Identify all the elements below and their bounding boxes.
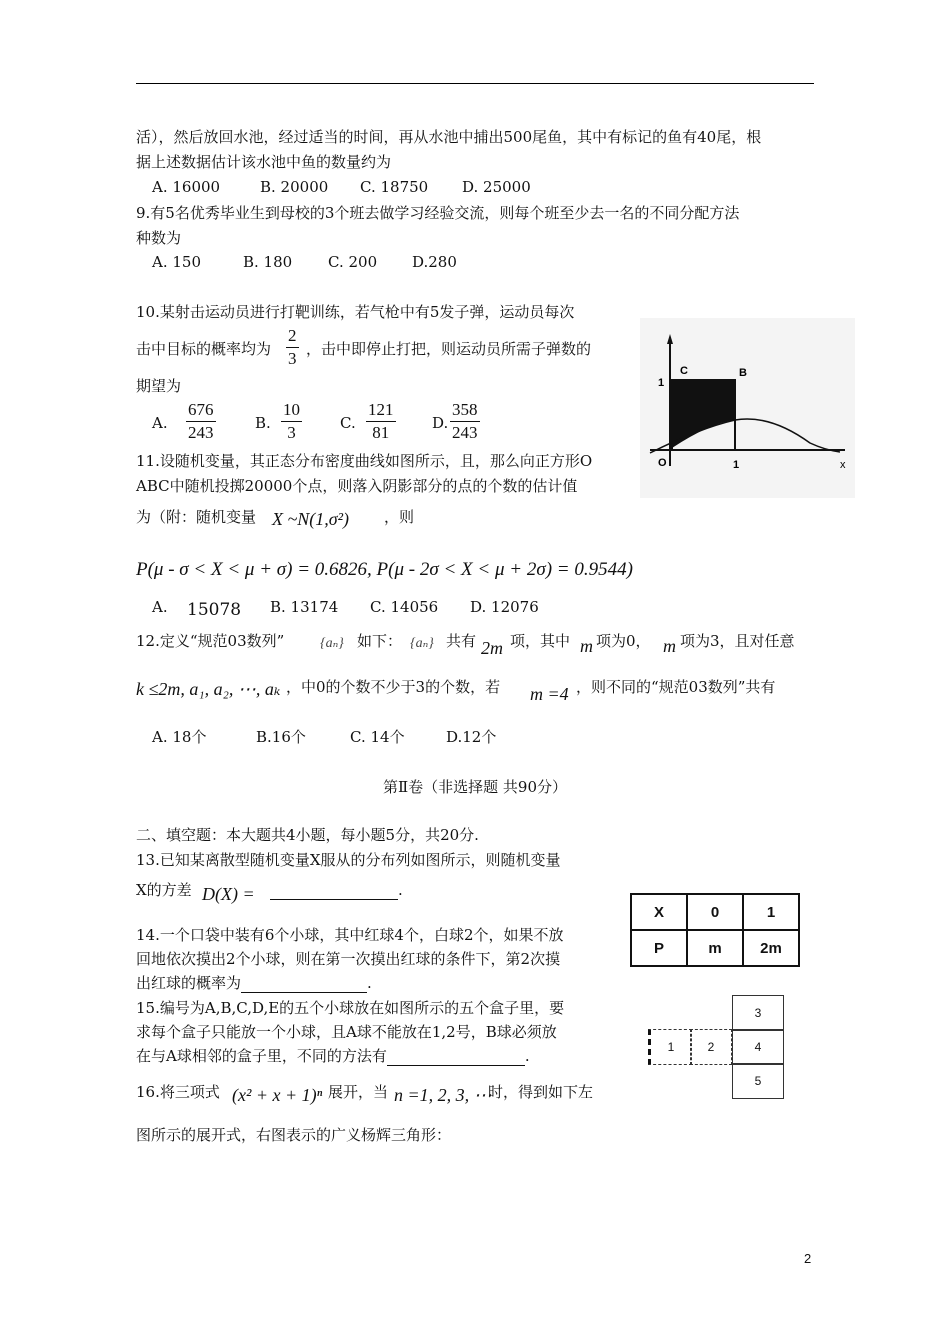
q10-option-d-num: 358 (450, 399, 480, 422)
q14-line3 (136, 973, 372, 993)
q10-option-a-num: 676 (186, 399, 216, 422)
label-origin: O (658, 457, 667, 469)
q11-option-b: B. 13174 (270, 598, 339, 616)
q11-option-a-label: A. (152, 598, 168, 616)
q11-option-d: D. 12076 (470, 598, 539, 616)
q14-line2: 回地依次摸出2个小球，则在第一次摸出红球的条件下，第2次摸 (136, 950, 561, 968)
q16-line2: 图所示的展开式，右图表示的广义杨辉三角形： (136, 1126, 452, 1144)
dist-row-x (631, 894, 799, 930)
distribution-table-figure (630, 893, 800, 967)
q11-line3-post: ，则 (384, 508, 415, 526)
q12-line2-b: ，则不同的“规范03数列”共有 (576, 678, 776, 696)
q10-fraction (286, 325, 299, 370)
q10-option-c-num: 121 (366, 399, 396, 422)
q12-line1-d: 项，其中 (510, 632, 571, 650)
q11-formula: P(μ - σ < X < μ + σ) = 0.6826, P(μ - 2σ < X < μ + 2σ) = 0.9544) (136, 559, 633, 580)
q8-line1: 活），然后放回水池，经过适当的时间，再从水池中捕出500尾鱼，其中有标记的鱼有40尾，根 (136, 128, 762, 146)
q14-line1: 14.一个口袋中装有6个小球，其中红球4个，白球2个，如果不放 (136, 926, 564, 944)
q8-option-c: C. 18750 (360, 178, 429, 196)
q15-period: . (524, 1047, 530, 1065)
label-x: x (840, 459, 846, 471)
q10-option-a-fraction (186, 399, 216, 444)
header-rule (136, 83, 814, 84)
label-b: B (739, 367, 747, 379)
q15-line2: 求每个盒子只能放一个小球，且A球不能放在1,2号，B球必须放 (136, 1023, 557, 1041)
q10-option-c-label: C. (340, 414, 356, 432)
q10-line1: 10.某射击运动员进行打靶训练，若气枪中有5发子弹，运动员每次 (136, 303, 575, 321)
q13-line2-pre: X的方差 (136, 881, 192, 899)
q11-option-c: C. 14056 (370, 598, 439, 616)
q10-line2-post: ，击中即停止打把，则运动员所需子弹数的 (306, 340, 592, 358)
q15-line3 (136, 1046, 530, 1066)
q11-line1: 11.设随机变量，其正态分布密度曲线如图所示，且，那么向正方形O (136, 452, 593, 470)
q9-option-b: B. 180 (243, 253, 293, 271)
q9-option-d: D.280 (412, 253, 457, 271)
q14-line3-text: 出红球的概率为 (136, 974, 242, 992)
q12-line1-c: 共有 (446, 632, 477, 650)
normal-curve-figure (640, 318, 855, 498)
q9-option-a: A. 150 (152, 253, 201, 271)
q12-m-equals-4: m =4 (530, 684, 569, 704)
q9-option-c: C. 200 (328, 253, 378, 271)
q11-line3-pre: 为（附：随机变量 (136, 508, 257, 526)
q16-line1-a: 16.将三项式 (136, 1083, 220, 1101)
q12-line1-f: 项为3，且对任意 (680, 632, 795, 650)
q9-line2: 种数为 (136, 229, 182, 247)
q15-blank[interactable] (387, 1049, 525, 1066)
dist-cell-2m: 2m (743, 930, 799, 966)
q12-seq-an-1: {aₙ} (320, 636, 344, 651)
q10-option-d-den: 243 (452, 423, 478, 442)
q10-fraction-denominator: 3 (288, 349, 297, 368)
q16-trinomial: (x² + x + 1)ⁿ (232, 1085, 323, 1105)
q10-option-b-den: 3 (287, 423, 296, 442)
page-number: 2 (804, 1251, 812, 1266)
q15-line3-text: 在与A球相邻的盒子里，不同的方法有 (136, 1047, 387, 1065)
q14-blank[interactable] (241, 976, 367, 993)
q10-line3: 期望为 (136, 377, 182, 395)
box-2: 2 (690, 1029, 732, 1065)
q10-option-a-den: 243 (188, 423, 214, 442)
q16-line1-b: 展开，当 (328, 1083, 389, 1101)
q12-line1-e: 项为0， (596, 632, 651, 650)
q12-option-a: A. 18个 (152, 728, 207, 746)
q12-option-b: B.16个 (256, 728, 306, 746)
q12-2m: 2m (481, 638, 503, 658)
label-one-y: 1 (658, 377, 665, 389)
q13-blank[interactable] (270, 883, 398, 900)
q8-option-d: D. 25000 (462, 178, 531, 196)
q12-line2-a: ，中0的个数不少于3的个数，若 (286, 678, 501, 696)
dist-cell-p: P (631, 930, 687, 966)
q13-line1: 13.已知某离散型随机变量X服从的分布列如图所示，则随机变量 (136, 851, 561, 869)
dist-cell-x: X (631, 894, 687, 930)
q11-line3-math: X ~N(1,σ²) (272, 509, 350, 529)
q12-seq-an-2: {aₙ} (410, 636, 434, 651)
dist-cell-0: 0 (687, 894, 743, 930)
q16-n-values: n =1, 2, 3, ⋯ (394, 1085, 492, 1105)
q10-option-b-num: 10 (281, 399, 302, 422)
q10-line2-pre: 击中目标的概率均为 (136, 340, 272, 358)
fill-in-heading: 二、填空题：本大题共4小题，每小题5分，共20分. (136, 826, 479, 844)
q12-m-2: m (663, 636, 676, 656)
five-boxes-figure (648, 995, 798, 1105)
dist-row-p (631, 930, 799, 966)
label-c: C (680, 365, 688, 377)
box-4: 4 (732, 1029, 784, 1065)
q13-variance-expr: D(X) = (202, 884, 255, 904)
box-1: 1 (648, 1029, 692, 1065)
q8-line2: 据上述数据估计该水池中鱼的数量约为 (136, 153, 392, 171)
section-title: 第Ⅱ卷（非选择题 共90分） (382, 778, 568, 796)
label-one-x: 1 (733, 459, 740, 471)
q11-option-a: 15078 (187, 600, 242, 620)
q14-period: . (367, 974, 372, 992)
q13-answer-line (270, 880, 403, 900)
dist-cell-m: m (687, 930, 743, 966)
q12-option-d: D.12个 (446, 728, 497, 746)
q12-m-1: m (580, 636, 593, 656)
q10-option-b-fraction (281, 399, 302, 444)
box-3: 3 (732, 995, 784, 1031)
q10-option-b-label: B. (255, 414, 271, 432)
q12-line1-a: 12.定义“规范03数列” (136, 632, 285, 650)
q10-fraction-numerator: 2 (286, 325, 299, 348)
q13-period: . (398, 881, 403, 899)
q10-option-c-fraction (366, 399, 396, 444)
q8-option-b: B. 20000 (260, 178, 329, 196)
q10-option-a-label: A. (152, 414, 168, 432)
q16-line1-c: 时，得到如下左 (488, 1083, 594, 1101)
q10-option-d-fraction (450, 399, 480, 444)
q8-option-a: A. 16000 (152, 178, 221, 196)
q10-option-d-label: D. (432, 414, 449, 432)
distribution-table (630, 893, 800, 967)
box-5: 5 (732, 1063, 784, 1099)
q9-line1: 9.有5名优秀毕业生到母校的3个班去做学习经验交流，则每个班至少去一名的不同分配方法 (136, 204, 740, 222)
q12-line1-b: 如下： (357, 632, 403, 650)
q12-option-c: C. 14个 (350, 728, 405, 746)
q15-line1: 15.编号为A,B,C,D,E的五个小球放在如图所示的五个盒子里，要 (136, 999, 565, 1017)
q12-k-range: k ≤2m, a₁, a₂, ⋯, aₖ (136, 679, 281, 699)
q11-line2: ABC中随机投掷20000个点，则落入阴影部分的点的个数的估计值 (136, 477, 578, 495)
dist-cell-1: 1 (743, 894, 799, 930)
q10-option-c-den: 81 (372, 423, 390, 442)
